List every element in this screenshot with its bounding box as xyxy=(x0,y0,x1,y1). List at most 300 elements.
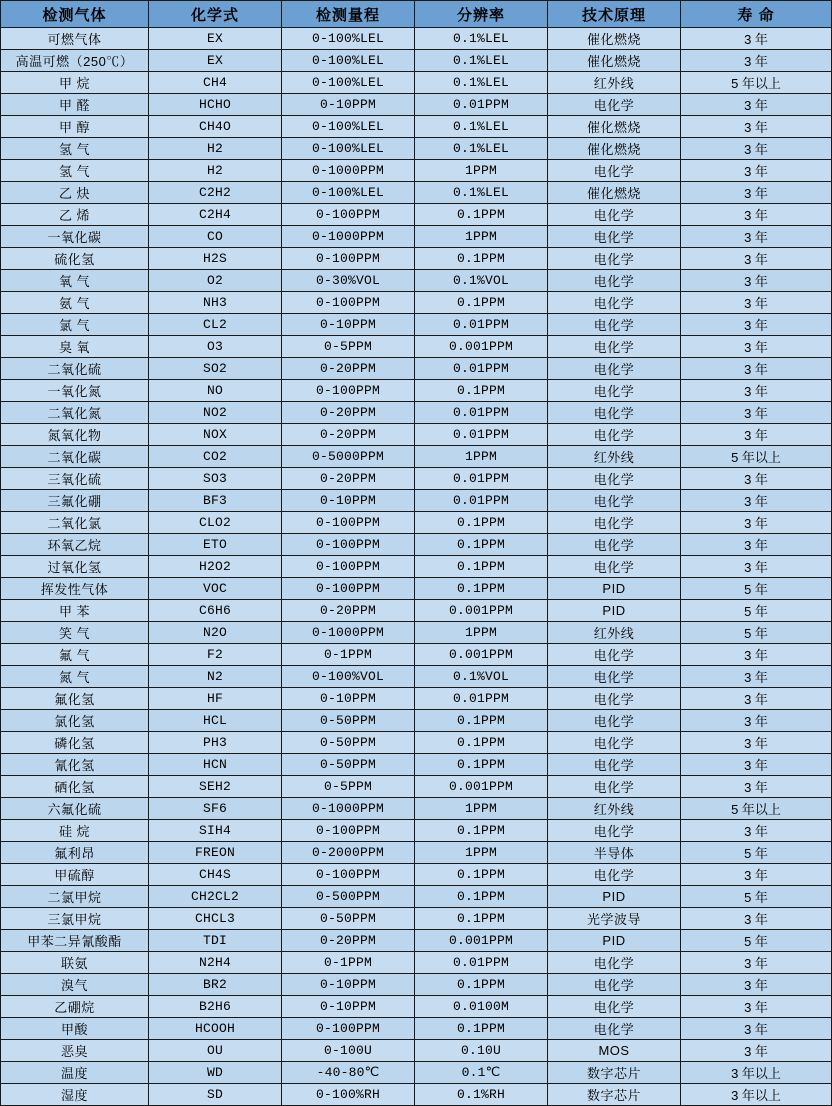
cell-detection-range: 0-100PPM xyxy=(282,556,415,578)
cell-detection-range: 0-5PPM xyxy=(282,776,415,798)
cell-resolution: 0.1PPM xyxy=(415,380,548,402)
cell-technical-principle: 电化学 xyxy=(548,534,681,556)
cell-lifespan: 3 年 xyxy=(681,116,832,138)
cell-technical-principle: 电化学 xyxy=(548,226,681,248)
cell-chemical-formula: CLO2 xyxy=(149,512,282,534)
table-row xyxy=(1,952,832,974)
cell-lifespan: 5 年以上 xyxy=(681,72,832,94)
cell-lifespan: 3 年 xyxy=(681,1040,832,1062)
cell-lifespan: 3 年 xyxy=(681,820,832,842)
table-row xyxy=(1,578,832,600)
cell-detection-range: 0-100%LEL xyxy=(282,116,415,138)
cell-gas-name: 挥发性气体 xyxy=(1,578,149,600)
cell-detection-range: 0-10PPM xyxy=(282,688,415,710)
table-header xyxy=(1,1,832,28)
cell-resolution: 0.01PPM xyxy=(415,468,548,490)
cell-lifespan: 3 年 xyxy=(681,732,832,754)
cell-gas-name: 硫化氢 xyxy=(1,248,149,270)
cell-lifespan: 3 年 xyxy=(681,996,832,1018)
cell-detection-range: 0-100%LEL xyxy=(282,72,415,94)
table-row xyxy=(1,776,832,798)
cell-chemical-formula: CHCL3 xyxy=(149,908,282,930)
cell-technical-principle: 电化学 xyxy=(548,424,681,446)
cell-gas-name: 臭 氧 xyxy=(1,336,149,358)
cell-technical-principle: PID xyxy=(548,578,681,600)
table-row xyxy=(1,204,832,226)
cell-resolution: 1PPM xyxy=(415,798,548,820)
cell-detection-range: 0-20PPM xyxy=(282,468,415,490)
cell-chemical-formula: SF6 xyxy=(149,798,282,820)
cell-lifespan: 3 年 xyxy=(681,908,832,930)
cell-detection-range: 0-50PPM xyxy=(282,754,415,776)
cell-detection-range: 0-100PPM xyxy=(282,512,415,534)
table-row xyxy=(1,930,832,952)
cell-detection-range: 0-5000PPM xyxy=(282,446,415,468)
cell-resolution: 1PPM xyxy=(415,226,548,248)
cell-gas-name: 甲酸 xyxy=(1,1018,149,1040)
cell-technical-principle: 电化学 xyxy=(548,556,681,578)
cell-resolution: 0.1PPM xyxy=(415,292,548,314)
cell-technical-principle: PID xyxy=(548,930,681,952)
cell-technical-principle: 电化学 xyxy=(548,512,681,534)
cell-lifespan: 5 年 xyxy=(681,842,832,864)
cell-resolution: 0.1%VOL xyxy=(415,666,548,688)
cell-chemical-formula: VOC xyxy=(149,578,282,600)
cell-lifespan: 3 年 xyxy=(681,1018,832,1040)
table-row xyxy=(1,226,832,248)
cell-lifespan: 3 年 xyxy=(681,754,832,776)
cell-gas-name: 高温可燃（250℃） xyxy=(1,50,149,72)
cell-technical-principle: MOS xyxy=(548,1040,681,1062)
cell-lifespan: 3 年 xyxy=(681,952,832,974)
cell-lifespan: 3 年 xyxy=(681,270,832,292)
cell-detection-range: 0-100PPM xyxy=(282,248,415,270)
cell-resolution: 0.0100M xyxy=(415,996,548,1018)
cell-gas-name: 三氧化硫 xyxy=(1,468,149,490)
cell-resolution: 0.01PPM xyxy=(415,358,548,380)
cell-chemical-formula: H2 xyxy=(149,138,282,160)
cell-chemical-formula: CH4O xyxy=(149,116,282,138)
cell-lifespan: 5 年以上 xyxy=(681,446,832,468)
cell-technical-principle: 催化燃烧 xyxy=(548,138,681,160)
cell-gas-name: 乙 炔 xyxy=(1,182,149,204)
cell-detection-range: -40-80℃ xyxy=(282,1062,415,1084)
cell-lifespan: 3 年 xyxy=(681,468,832,490)
cell-technical-principle: 电化学 xyxy=(548,644,681,666)
table-row xyxy=(1,138,832,160)
cell-resolution: 0.001PPM xyxy=(415,644,548,666)
cell-chemical-formula: NOX xyxy=(149,424,282,446)
table-row xyxy=(1,28,832,50)
cell-technical-principle: 红外线 xyxy=(548,72,681,94)
cell-technical-principle: 电化学 xyxy=(548,160,681,182)
cell-detection-range: 0-50PPM xyxy=(282,908,415,930)
table-row xyxy=(1,160,832,182)
cell-chemical-formula: SD xyxy=(149,1084,282,1106)
cell-detection-range: 0-10PPM xyxy=(282,314,415,336)
cell-chemical-formula: CO xyxy=(149,226,282,248)
cell-resolution: 0.1%LEL xyxy=(415,50,548,72)
cell-chemical-formula: PH3 xyxy=(149,732,282,754)
table-row xyxy=(1,666,832,688)
cell-technical-principle: 电化学 xyxy=(548,94,681,116)
cell-detection-range: 0-5PPM xyxy=(282,336,415,358)
cell-technical-principle: 电化学 xyxy=(548,776,681,798)
table-row xyxy=(1,512,832,534)
cell-gas-name: 磷化氢 xyxy=(1,732,149,754)
cell-resolution: 0.1%LEL xyxy=(415,28,548,50)
cell-technical-principle: 电化学 xyxy=(548,468,681,490)
cell-resolution: 0.001PPM xyxy=(415,600,548,622)
cell-technical-principle: 电化学 xyxy=(548,314,681,336)
cell-resolution: 0.1%LEL xyxy=(415,72,548,94)
cell-detection-range: 0-100%LEL xyxy=(282,28,415,50)
cell-technical-principle: 电化学 xyxy=(548,732,681,754)
cell-detection-range: 0-1000PPM xyxy=(282,160,415,182)
cell-detection-range: 0-100PPM xyxy=(282,1018,415,1040)
table-row xyxy=(1,490,832,512)
cell-lifespan: 3 年 xyxy=(681,138,832,160)
cell-lifespan: 5 年 xyxy=(681,886,832,908)
cell-lifespan: 3 年 xyxy=(681,358,832,380)
cell-chemical-formula: SIH4 xyxy=(149,820,282,842)
table-row xyxy=(1,1040,832,1062)
cell-resolution: 0.001PPM xyxy=(415,336,548,358)
cell-gas-name: 湿度 xyxy=(1,1084,149,1106)
cell-chemical-formula: ETO xyxy=(149,534,282,556)
cell-chemical-formula: H2 xyxy=(149,160,282,182)
cell-chemical-formula: HCHO xyxy=(149,94,282,116)
cell-detection-range: 0-100PPM xyxy=(282,534,415,556)
table-row xyxy=(1,182,832,204)
cell-gas-name: 氢 气 xyxy=(1,160,149,182)
table-row xyxy=(1,358,832,380)
cell-gas-name: 二氯甲烷 xyxy=(1,886,149,908)
table-row xyxy=(1,842,832,864)
cell-resolution: 0.1PPM xyxy=(415,248,548,270)
cell-detection-range: 0-500PPM xyxy=(282,886,415,908)
cell-lifespan: 3 年 xyxy=(681,292,832,314)
cell-detection-range: 0-100PPM xyxy=(282,864,415,886)
cell-gas-name: 氯化氢 xyxy=(1,710,149,732)
cell-chemical-formula: N2 xyxy=(149,666,282,688)
cell-technical-principle: 红外线 xyxy=(548,446,681,468)
cell-lifespan: 3 年 xyxy=(681,402,832,424)
cell-detection-range: 0-1PPM xyxy=(282,952,415,974)
cell-chemical-formula: NO2 xyxy=(149,402,282,424)
cell-gas-name: 甲 醇 xyxy=(1,116,149,138)
cell-lifespan: 3 年 xyxy=(681,644,832,666)
cell-technical-principle: 电化学 xyxy=(548,358,681,380)
cell-detection-range: 0-20PPM xyxy=(282,930,415,952)
cell-chemical-formula: SEH2 xyxy=(149,776,282,798)
cell-gas-name: 三氟化硼 xyxy=(1,490,149,512)
cell-lifespan: 5 年 xyxy=(681,578,832,600)
cell-technical-principle: 电化学 xyxy=(548,754,681,776)
cell-detection-range: 0-50PPM xyxy=(282,732,415,754)
cell-chemical-formula: FREON xyxy=(149,842,282,864)
cell-lifespan: 3 年 xyxy=(681,226,832,248)
table-row xyxy=(1,468,832,490)
cell-chemical-formula: O3 xyxy=(149,336,282,358)
cell-chemical-formula: N2O xyxy=(149,622,282,644)
cell-chemical-formula: CH2CL2 xyxy=(149,886,282,908)
cell-chemical-formula: HCOOH xyxy=(149,1018,282,1040)
cell-technical-principle: 催化燃烧 xyxy=(548,182,681,204)
cell-lifespan: 3 年 xyxy=(681,512,832,534)
cell-detection-range: 0-50PPM xyxy=(282,710,415,732)
cell-resolution: 0.1PPM xyxy=(415,512,548,534)
table-row xyxy=(1,314,832,336)
cell-technical-principle: 数字芯片 xyxy=(548,1084,681,1106)
table-row xyxy=(1,798,832,820)
cell-lifespan: 3 年 xyxy=(681,776,832,798)
cell-resolution: 0.1PPM xyxy=(415,578,548,600)
cell-lifespan: 3 年 xyxy=(681,424,832,446)
cell-technical-principle: 电化学 xyxy=(548,270,681,292)
cell-gas-name: 氮氧化物 xyxy=(1,424,149,446)
cell-resolution: 0.10U xyxy=(415,1040,548,1062)
table-row xyxy=(1,710,832,732)
table-row xyxy=(1,424,832,446)
column-header-principle: 技术原理 xyxy=(548,1,681,28)
cell-detection-range: 0-20PPM xyxy=(282,402,415,424)
cell-resolution: 0.1PPM xyxy=(415,754,548,776)
cell-resolution: 0.1%LEL xyxy=(415,116,548,138)
cell-resolution: 1PPM xyxy=(415,446,548,468)
table-row xyxy=(1,94,832,116)
cell-detection-range: 0-100PPM xyxy=(282,380,415,402)
cell-resolution: 0.1℃ xyxy=(415,1062,548,1084)
cell-technical-principle: PID xyxy=(548,886,681,908)
cell-detection-range: 0-100%VOL xyxy=(282,666,415,688)
table-row xyxy=(1,270,832,292)
table-row xyxy=(1,644,832,666)
table-row xyxy=(1,336,832,358)
cell-technical-principle: 电化学 xyxy=(548,490,681,512)
cell-chemical-formula: HCL xyxy=(149,710,282,732)
cell-resolution: 0.1PPM xyxy=(415,908,548,930)
cell-technical-principle: 红外线 xyxy=(548,622,681,644)
cell-lifespan: 3 年 xyxy=(681,974,832,996)
cell-resolution: 0.001PPM xyxy=(415,930,548,952)
table-row xyxy=(1,1062,832,1084)
cell-lifespan: 3 年 xyxy=(681,336,832,358)
cell-detection-range: 0-10PPM xyxy=(282,974,415,996)
cell-gas-name: 甲 烷 xyxy=(1,72,149,94)
cell-gas-name: 氟化氢 xyxy=(1,688,149,710)
cell-gas-name: 笑 气 xyxy=(1,622,149,644)
table-row xyxy=(1,50,832,72)
cell-chemical-formula: CH4S xyxy=(149,864,282,886)
cell-lifespan: 3 年以上 xyxy=(681,1062,832,1084)
cell-detection-range: 0-100%LEL xyxy=(282,138,415,160)
cell-chemical-formula: C2H2 xyxy=(149,182,282,204)
cell-gas-name: 氧 气 xyxy=(1,270,149,292)
cell-resolution: 0.01PPM xyxy=(415,94,548,116)
cell-gas-name: 氯 气 xyxy=(1,314,149,336)
cell-chemical-formula: WD xyxy=(149,1062,282,1084)
table-row xyxy=(1,754,832,776)
cell-detection-range: 0-100PPM xyxy=(282,292,415,314)
cell-lifespan: 3 年 xyxy=(681,534,832,556)
cell-resolution: 0.1PPM xyxy=(415,732,548,754)
cell-resolution: 0.1%LEL xyxy=(415,138,548,160)
table-row xyxy=(1,1018,832,1040)
cell-lifespan: 5 年 xyxy=(681,930,832,952)
cell-gas-name: 甲硫醇 xyxy=(1,864,149,886)
cell-technical-principle: 催化燃烧 xyxy=(548,50,681,72)
cell-gas-name: 溴气 xyxy=(1,974,149,996)
cell-chemical-formula: EX xyxy=(149,50,282,72)
cell-detection-range: 0-10PPM xyxy=(282,996,415,1018)
cell-technical-principle: 电化学 xyxy=(548,688,681,710)
table-row xyxy=(1,688,832,710)
cell-chemical-formula: CH4 xyxy=(149,72,282,94)
cell-resolution: 0.01PPM xyxy=(415,952,548,974)
cell-gas-name: 氟 气 xyxy=(1,644,149,666)
cell-technical-principle: 电化学 xyxy=(548,952,681,974)
table-row xyxy=(1,380,832,402)
cell-gas-name: 一氧化碳 xyxy=(1,226,149,248)
column-header-lifespan: 寿 命 xyxy=(681,1,832,28)
cell-resolution: 0.01PPM xyxy=(415,490,548,512)
cell-gas-name: 氟利昂 xyxy=(1,842,149,864)
cell-detection-range: 0-100PPM xyxy=(282,204,415,226)
cell-lifespan: 3 年 xyxy=(681,182,832,204)
cell-technical-principle: 半导体 xyxy=(548,842,681,864)
cell-resolution: 0.01PPM xyxy=(415,424,548,446)
cell-gas-name: 甲苯二异氰酸酯 xyxy=(1,930,149,952)
cell-lifespan: 3 年 xyxy=(681,666,832,688)
cell-chemical-formula: HCN xyxy=(149,754,282,776)
cell-gas-name: 联氨 xyxy=(1,952,149,974)
table-row xyxy=(1,402,832,424)
cell-lifespan: 3 年 xyxy=(681,94,832,116)
cell-lifespan: 3 年 xyxy=(681,490,832,512)
table-row xyxy=(1,1084,832,1106)
cell-gas-name: 硒化氢 xyxy=(1,776,149,798)
cell-resolution: 0.1PPM xyxy=(415,556,548,578)
cell-resolution: 0.01PPM xyxy=(415,402,548,424)
cell-chemical-formula: BR2 xyxy=(149,974,282,996)
table-row xyxy=(1,534,832,556)
cell-chemical-formula: CO2 xyxy=(149,446,282,468)
cell-resolution: 1PPM xyxy=(415,842,548,864)
cell-detection-range: 0-1000PPM xyxy=(282,622,415,644)
cell-lifespan: 3 年 xyxy=(681,710,832,732)
cell-technical-principle: 红外线 xyxy=(548,798,681,820)
cell-chemical-formula: SO2 xyxy=(149,358,282,380)
cell-chemical-formula: C6H6 xyxy=(149,600,282,622)
cell-lifespan: 3 年 xyxy=(681,160,832,182)
cell-chemical-formula: BF3 xyxy=(149,490,282,512)
cell-gas-name: 乙 烯 xyxy=(1,204,149,226)
cell-lifespan: 3 年以上 xyxy=(681,1084,832,1106)
column-header-gas: 检测气体 xyxy=(1,1,149,28)
cell-resolution: 0.1%VOL xyxy=(415,270,548,292)
table-row xyxy=(1,908,832,930)
cell-detection-range: 0-1000PPM xyxy=(282,798,415,820)
table-row xyxy=(1,732,832,754)
cell-gas-name: 可燃气体 xyxy=(1,28,149,50)
cell-resolution: 0.001PPM xyxy=(415,776,548,798)
cell-chemical-formula: SO3 xyxy=(149,468,282,490)
cell-resolution: 0.1PPM xyxy=(415,974,548,996)
cell-technical-principle: 催化燃烧 xyxy=(548,28,681,50)
cell-lifespan: 3 年 xyxy=(681,688,832,710)
cell-gas-name: 硅 烷 xyxy=(1,820,149,842)
table-row xyxy=(1,600,832,622)
table-row xyxy=(1,820,832,842)
cell-chemical-formula: C2H4 xyxy=(149,204,282,226)
cell-gas-name: 环氧乙烷 xyxy=(1,534,149,556)
cell-detection-range: 0-1000PPM xyxy=(282,226,415,248)
cell-technical-principle: 电化学 xyxy=(548,402,681,424)
cell-lifespan: 3 年 xyxy=(681,380,832,402)
cell-lifespan: 3 年 xyxy=(681,864,832,886)
table-row xyxy=(1,974,832,996)
cell-gas-name: 氰化氢 xyxy=(1,754,149,776)
table-body xyxy=(1,28,832,1106)
cell-gas-name: 恶臭 xyxy=(1,1040,149,1062)
cell-lifespan: 3 年 xyxy=(681,314,832,336)
cell-technical-principle: 电化学 xyxy=(548,996,681,1018)
cell-gas-name: 氨 气 xyxy=(1,292,149,314)
cell-technical-principle: 电化学 xyxy=(548,1018,681,1040)
cell-gas-name: 二氧化氮 xyxy=(1,402,149,424)
cell-technical-principle: 电化学 xyxy=(548,864,681,886)
cell-chemical-formula: EX xyxy=(149,28,282,50)
cell-lifespan: 3 年 xyxy=(681,556,832,578)
cell-chemical-formula: NO xyxy=(149,380,282,402)
cell-detection-range: 0-20PPM xyxy=(282,358,415,380)
cell-detection-range: 0-20PPM xyxy=(282,600,415,622)
cell-resolution: 0.1PPM xyxy=(415,204,548,226)
cell-technical-principle: 电化学 xyxy=(548,666,681,688)
cell-detection-range: 0-2000PPM xyxy=(282,842,415,864)
cell-technical-principle: 数字芯片 xyxy=(548,1062,681,1084)
cell-detection-range: 0-1PPM xyxy=(282,644,415,666)
table-row xyxy=(1,446,832,468)
cell-lifespan: 3 年 xyxy=(681,50,832,72)
cell-resolution: 0.1%LEL xyxy=(415,182,548,204)
cell-technical-principle: 电化学 xyxy=(548,820,681,842)
table-row xyxy=(1,622,832,644)
cell-resolution: 0.1PPM xyxy=(415,886,548,908)
cell-gas-name: 六氟化硫 xyxy=(1,798,149,820)
table-row xyxy=(1,996,832,1018)
cell-gas-name: 二氧化碳 xyxy=(1,446,149,468)
cell-resolution: 0.1PPM xyxy=(415,864,548,886)
cell-gas-name: 二氧化硫 xyxy=(1,358,149,380)
table-row xyxy=(1,864,832,886)
cell-gas-name: 甲 醛 xyxy=(1,94,149,116)
cell-technical-principle: 电化学 xyxy=(548,336,681,358)
cell-resolution: 0.1PPM xyxy=(415,820,548,842)
cell-chemical-formula: H2O2 xyxy=(149,556,282,578)
cell-detection-range: 0-10PPM xyxy=(282,94,415,116)
cell-chemical-formula: N2H4 xyxy=(149,952,282,974)
cell-gas-name: 一氧化氮 xyxy=(1,380,149,402)
cell-detection-range: 0-100U xyxy=(282,1040,415,1062)
cell-gas-name: 三氯甲烷 xyxy=(1,908,149,930)
cell-technical-principle: 电化学 xyxy=(548,292,681,314)
cell-resolution: 1PPM xyxy=(415,160,548,182)
table-row xyxy=(1,556,832,578)
table-row xyxy=(1,116,832,138)
column-header-formula: 化学式 xyxy=(149,1,282,28)
